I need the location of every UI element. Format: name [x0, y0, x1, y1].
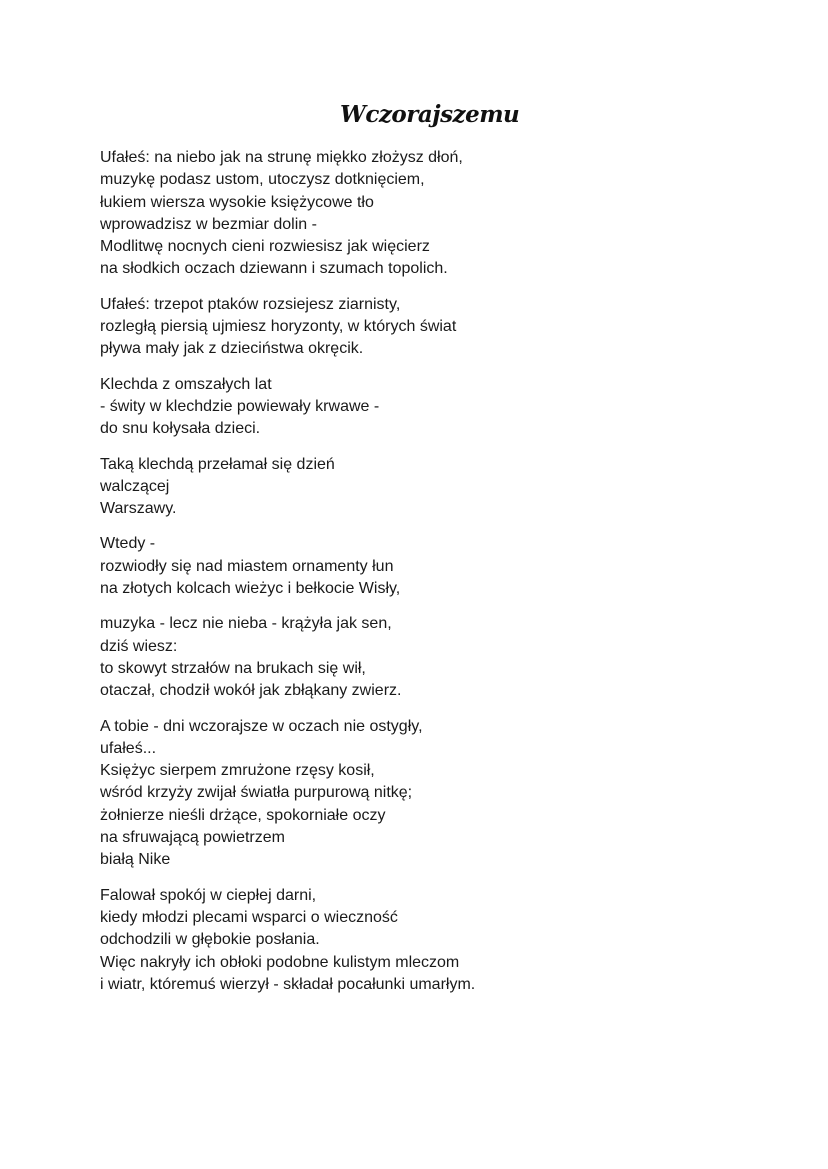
poem-line: do snu kołysała dzieci. — [100, 420, 261, 438]
poem-line: Klechda z omszałych lat — [100, 375, 272, 393]
poem-line: na słodkich oczach dziewann i szumach topolich. — [100, 260, 448, 278]
poem-line: pływa mały jak z dzieciństwa okręcik. — [100, 340, 364, 358]
poem-line: rozwiodły się nad miastem ornamenty łun — [100, 557, 394, 575]
poem-line: Falował spokój w ciepłej darni, — [100, 886, 317, 904]
poem-line: muzykę podasz ustom, utoczysz dotknięciem, — [100, 171, 425, 189]
stanza-4 — [100, 454, 740, 521]
poem-line: Modlitwę nocnych cieni rozwiesisz jak więcierz — [100, 238, 430, 256]
poem-line: Ufałeś: na niebo jak na strunę miękko złożysz dłoń, — [100, 149, 463, 166]
poem-line: kiedy młodzi plecami wsparci o wieczność — [100, 908, 398, 926]
poem-line: Ufałeś: trzepot ptaków rozsiejesz ziarnisty, — [100, 295, 401, 313]
poem-line: wśród krzyży zwijał światła purpurową nitkę; — [100, 784, 413, 802]
poem-line: to skowyt strzałów na brukach się wił, — [100, 659, 366, 677]
stanza-7 — [100, 716, 740, 872]
stanza-3 — [100, 374, 740, 441]
poem-line: na sfruwającą powietrzem — [100, 829, 285, 847]
poem-line: dziś wiesz: — [100, 637, 178, 655]
poem-body — [100, 147, 740, 1009]
poem-line: na złotych kolcach wieżyc i bełkocie Wisły, — [100, 580, 401, 598]
poem-title: Wczorajszemu — [340, 101, 520, 128]
poem-line: otaczał, chodził wokół jak zbłąkany zwierz. — [100, 682, 402, 700]
stanza-2 — [100, 294, 740, 361]
poem-line: - świty w klechdzie powiewały krwawe - — [100, 397, 380, 415]
poem-line: wprowadzisz w bezmiar dolin - — [100, 215, 317, 233]
poem-line: Więc nakryły ich obłoki podobne kulistym mleczom — [100, 953, 460, 971]
poem-line: A tobie - dni wczorajsze w oczach nie ostygły, — [100, 717, 423, 735]
stanza-5 — [100, 533, 740, 600]
stanza-1 — [100, 147, 740, 281]
poem-line: Wtedy - — [100, 535, 156, 553]
poem-line: ufałeś... — [100, 739, 157, 757]
poem-line: żołnierze nieśli drżące, spokorniałe oczy — [100, 806, 386, 824]
poem-line: i wiatr, któremuś wierzył - składał pocałunki umarłym. — [100, 975, 476, 993]
poem-line: rozległą piersią ujmiesz horyzonty, w których świat — [100, 318, 457, 336]
poem-line: Taką klechdą przełamał się dzień — [100, 455, 335, 473]
stanza-6 — [100, 613, 740, 702]
poem-line: Księżyc sierpem zmrużone rzęsy kosił, — [100, 762, 375, 780]
poem-line: białą Nike — [100, 851, 171, 869]
poem-line: Warszawy. — [100, 500, 177, 518]
poem-line: łukiem wiersza wysokie księżycowe tło — [100, 193, 374, 211]
poem-line: odchodzili w głębokie posłania. — [100, 931, 320, 949]
stanza-8 — [100, 885, 740, 996]
poem-line: walczącej — [100, 477, 170, 495]
poem-line: muzyka - lecz nie nieba - krążyła jak sen, — [100, 615, 392, 633]
